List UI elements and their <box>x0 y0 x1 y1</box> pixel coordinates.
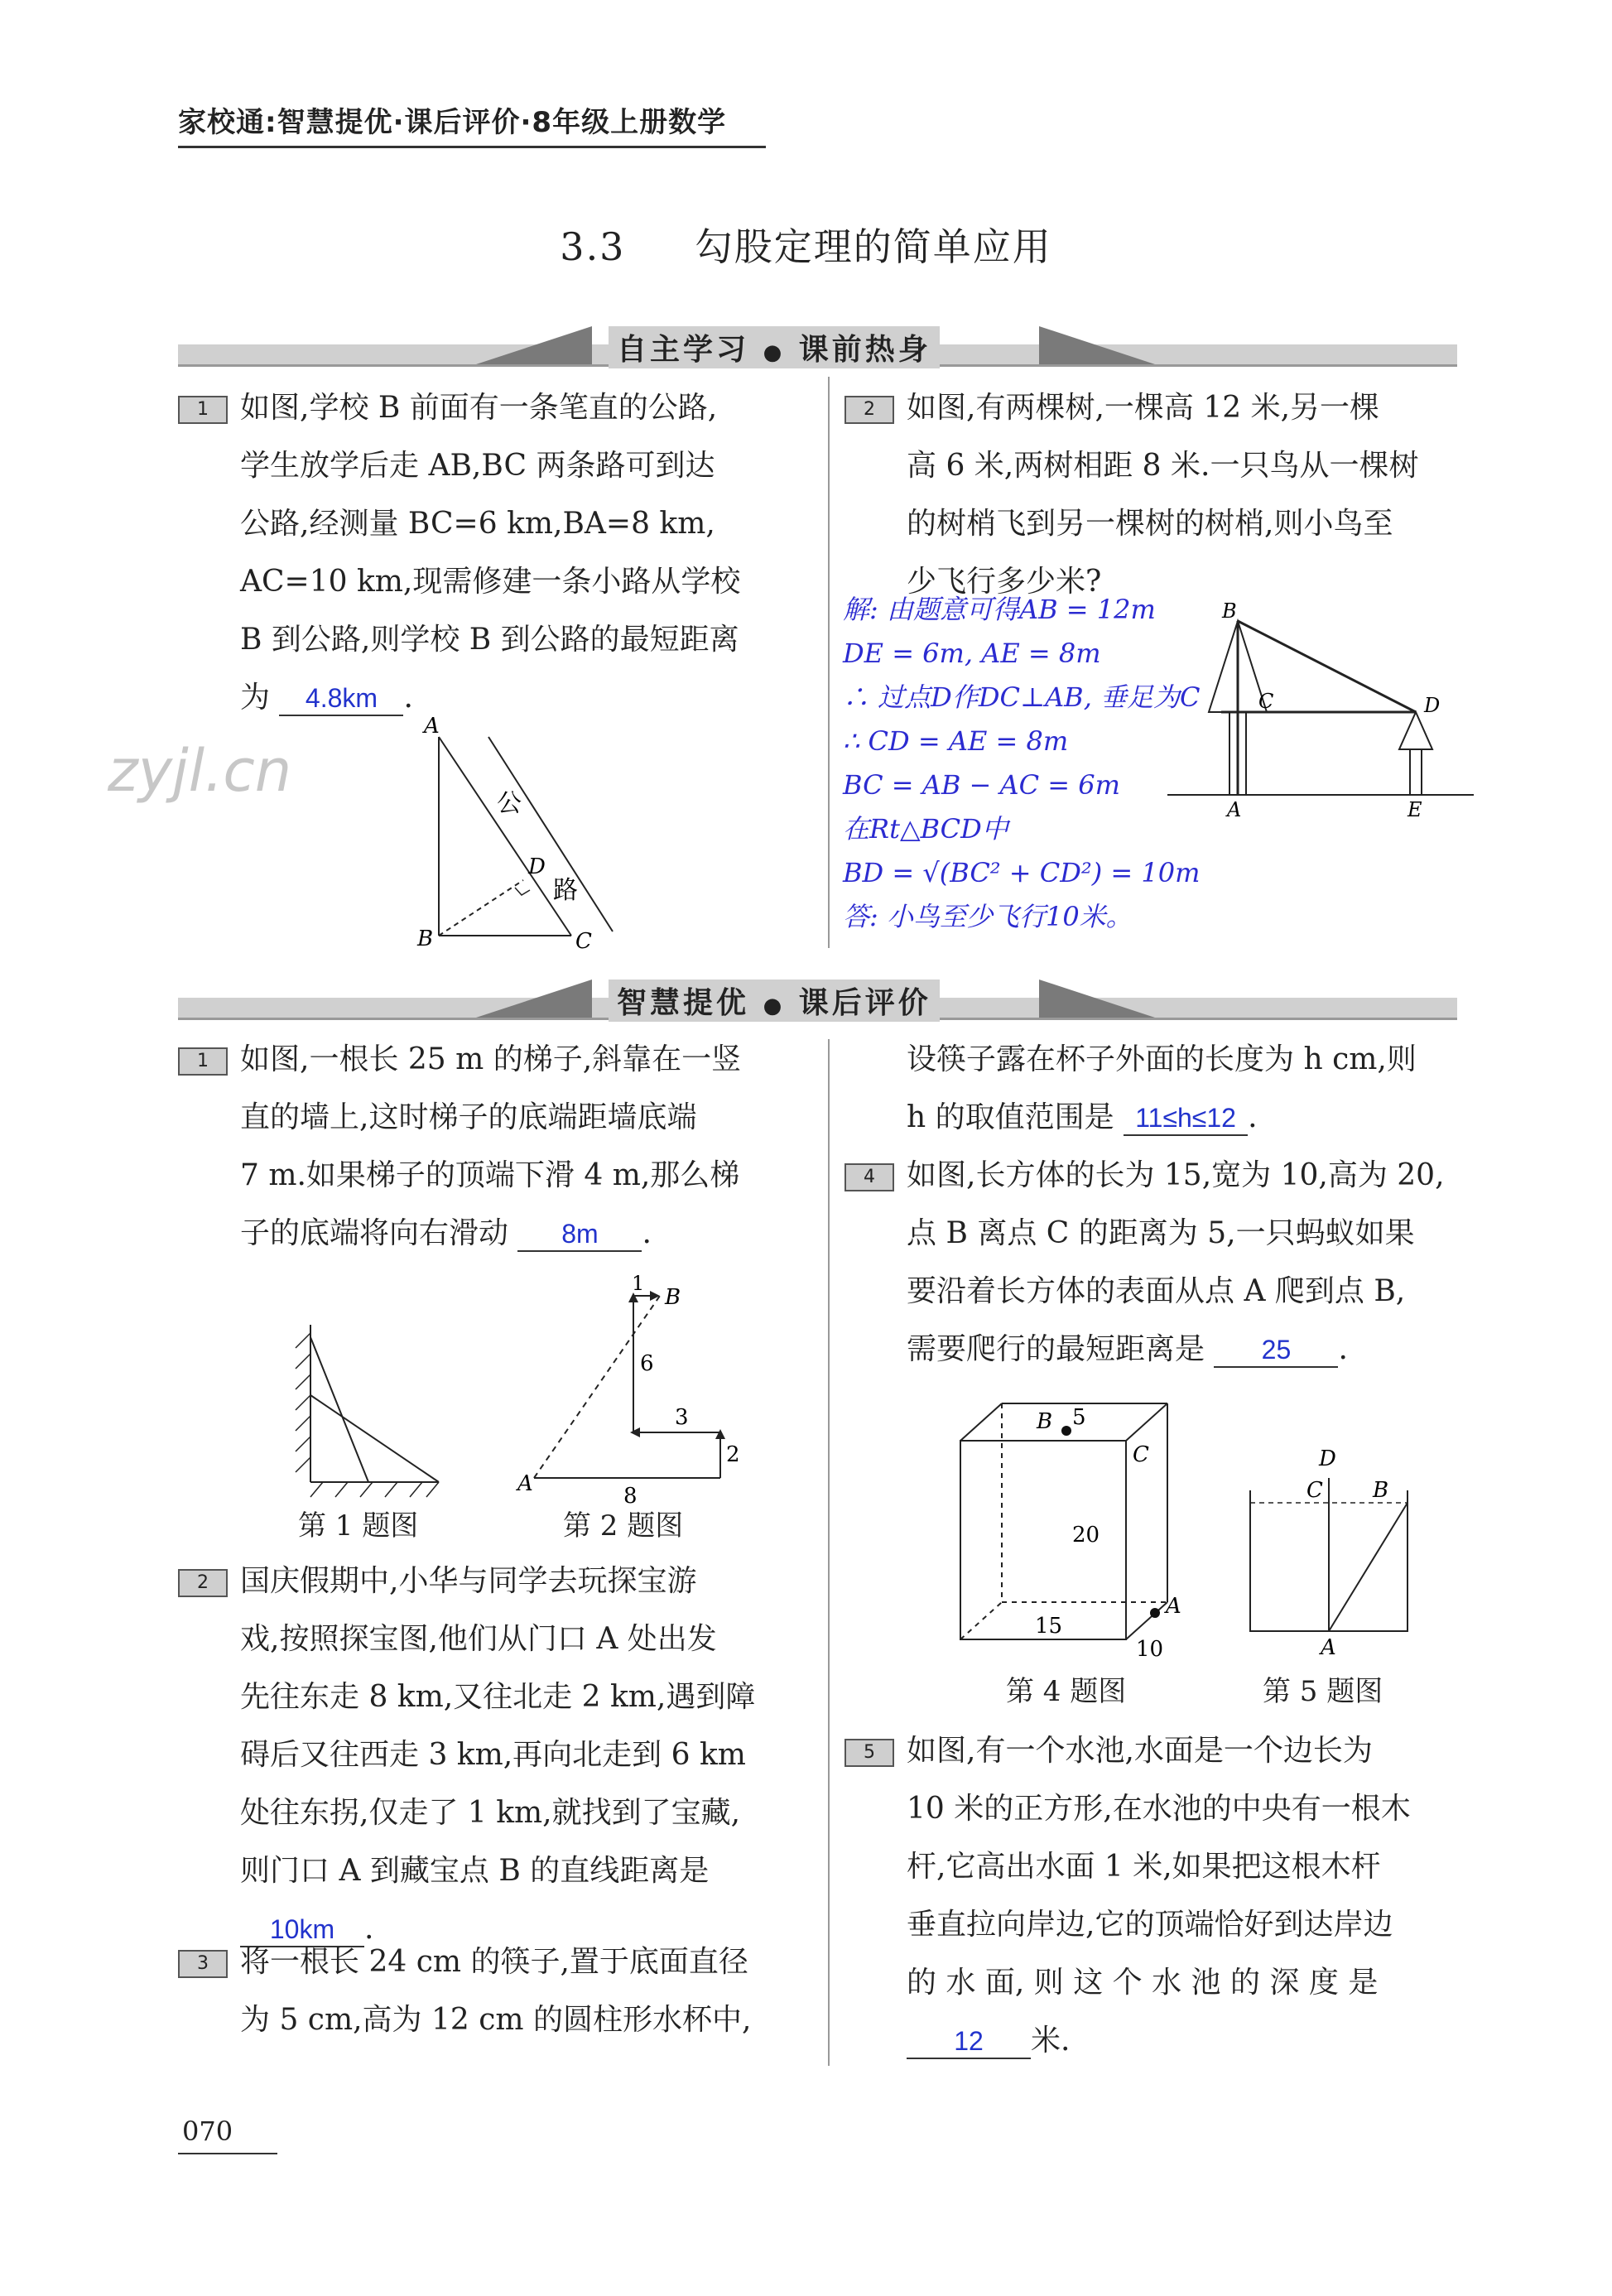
section-name: 勾股定理的简单应用 <box>694 224 1052 269</box>
band-label-left: 智慧提优 <box>617 986 750 1020</box>
solution-line: 解: 由题意可得AB = 12m <box>843 594 1156 625</box>
text-line: . <box>403 681 413 715</box>
label-15: 15 <box>1035 1614 1063 1639</box>
label-2: 2 <box>726 1442 740 1467</box>
page-number-rule <box>178 2153 277 2154</box>
answer: 11≤h≤12 <box>1135 1103 1236 1133</box>
text-line: 杆,它高出水面 1 米,如果把这根木杆 <box>907 1850 1381 1884</box>
figure-caption: 第 4 题图 <box>1006 1675 1127 1708</box>
bullet-icon: ● <box>763 340 786 365</box>
answer: 4.8km <box>305 683 378 713</box>
label-E: E <box>1407 798 1422 821</box>
text-line: AC=10 km,现需修建一条小路从学校 <box>240 565 741 599</box>
book-header: 家校通:智慧提优·课后评价·8年级上册数学 <box>178 106 727 139</box>
post-q2-text <box>240 1552 820 1958</box>
label-5: 5 <box>1072 1405 1086 1430</box>
pre-q2-figure <box>1167 596 1474 836</box>
band-triangle-right <box>1039 980 1155 1018</box>
label-6: 6 <box>640 1351 654 1376</box>
label-8: 8 <box>623 1484 638 1507</box>
text-line: 7 m.如果梯子的顶端下滑 4 m,那么梯 <box>240 1158 740 1192</box>
pre-q2-text <box>907 379 1478 611</box>
band-label <box>609 326 940 368</box>
pre-q1-text <box>240 379 820 727</box>
label-A: A <box>1166 1594 1181 1619</box>
band-label-left: 自主学习 <box>617 333 750 367</box>
label-A: A <box>424 714 440 739</box>
text-line: 如图,长方体的长为 15,宽为 10,高为 20, <box>907 1158 1445 1192</box>
answer-blank <box>1124 1101 1248 1136</box>
text-line: 要沿着长方体的表面从点 A 爬到点 B, <box>907 1274 1406 1308</box>
text-line: 如图,有两棵树,一棵高 12 米,另一棵 <box>907 391 1380 425</box>
text-line: 米. <box>1031 2024 1071 2058</box>
answer-line <box>240 1205 820 1263</box>
post-q3-text <box>240 1933 820 2049</box>
label-A: A <box>1227 798 1242 821</box>
label-10: 10 <box>1136 1637 1164 1662</box>
solution-line: ∴ 过点D作DC⊥AB, 垂足为C <box>843 681 1201 713</box>
answer: 10km <box>269 1914 335 1944</box>
header-rule <box>178 146 766 148</box>
text-line: 为 <box>240 681 271 715</box>
text-line: 如图,学校 B 前面有一条笔直的公路, <box>240 391 718 425</box>
band-triangle-right <box>1039 326 1155 364</box>
text-line: 设筷子露在杯子外面的长度为 h cm,则 <box>907 1042 1417 1076</box>
text-line: 先往东走 8 km,又往北走 2 km,遇到障 <box>240 1680 756 1714</box>
text-line: 的 水 面, 则 这 个 水 池 的 深 度 是 <box>907 1966 1379 2000</box>
post-q3-text-cont <box>907 1031 1478 1147</box>
solution-line: BD = √(BC² + CD²) = 10m <box>843 857 1201 888</box>
text-line: 点 B 离点 C 的距离为 5,一只蚂蚁如果 <box>907 1216 1415 1250</box>
text-line: 10 米的正方形,在水池的中央有一根木 <box>907 1792 1411 1826</box>
label-3: 3 <box>675 1405 689 1430</box>
text-line: 如图,一根长 25 m 的梯子,斜靠在一竖 <box>240 1042 742 1076</box>
text-line: 公路,经测量 BC=6 km,BA=8 km, <box>240 507 715 541</box>
label-C: C <box>1258 690 1274 713</box>
label-D: D <box>1319 1446 1336 1471</box>
text-line: . <box>1248 1100 1258 1134</box>
label-20: 20 <box>1072 1523 1100 1548</box>
text-line: . <box>1338 1332 1348 1366</box>
figure-caption: 第 5 题图 <box>1263 1675 1383 1708</box>
question-number: 2 <box>844 396 894 424</box>
label-A: A <box>517 1471 533 1496</box>
road-label-2: 路 <box>553 876 578 905</box>
solution-line: BC = AB − AC = 6m <box>843 769 1120 801</box>
question-number: 1 <box>178 1047 228 1076</box>
question-number: 3 <box>178 1950 228 1978</box>
band-label-right: 课前热身 <box>798 333 931 367</box>
text-line: 将一根长 24 cm 的筷子,置于底面直径 <box>240 1945 748 1979</box>
text-line: 为 5 cm,高为 12 cm 的圆柱形水杯中, <box>240 2003 752 2037</box>
band-triangle-left <box>476 326 592 364</box>
text-line: . <box>642 1216 652 1250</box>
column-divider <box>828 1039 830 2066</box>
text-line: 少飞行多少米? <box>907 565 1102 599</box>
bullet-icon: ● <box>763 994 786 1018</box>
pool-figure <box>1234 1441 1432 1664</box>
post-q4-text <box>907 1147 1486 1379</box>
cuboid-figure <box>944 1391 1209 1673</box>
band-triangle-left <box>476 980 592 1018</box>
text-line: 直的墙上,这时梯子的底端距墙底端 <box>240 1100 697 1134</box>
treasure-path-figure <box>509 1267 741 1507</box>
text-line: 的树梢飞到另一棵树的树梢,则小鸟至 <box>907 507 1393 541</box>
text-line: 碍后又往西走 3 km,再向北走到 6 km <box>240 1738 746 1772</box>
answer-line <box>907 1321 1486 1379</box>
ladder-figure <box>286 1316 451 1499</box>
text-line: 则门口 A 到藏宝点 B 的直线距离是 <box>240 1854 710 1888</box>
band-label-right: 课后评价 <box>798 986 931 1020</box>
solution-line: 在Rt△BCD中 <box>843 813 1008 845</box>
label-C: C <box>1306 1478 1323 1503</box>
label-B: B <box>1373 1478 1389 1503</box>
post-q5-text <box>907 1722 1486 2070</box>
label-D: D <box>1424 694 1441 717</box>
solution-line: 答: 小鸟至少飞行10米。 <box>843 901 1133 932</box>
text-line: 戏,按照探宝图,他们从门口 A 处出发 <box>240 1622 717 1656</box>
answer-blank <box>517 1217 642 1252</box>
label-C: C <box>575 929 592 954</box>
answer: 12 <box>954 2026 984 2056</box>
label-1: 1 <box>632 1272 645 1295</box>
section-title <box>0 217 1612 272</box>
column-divider <box>828 377 830 948</box>
band-label <box>609 980 940 1022</box>
text-line: 如图,有一个水池,水面是一个边长为 <box>907 1734 1373 1768</box>
label-C: C <box>1133 1442 1149 1467</box>
section-number: 3.3 <box>560 224 626 269</box>
pre-class-band <box>178 333 1457 367</box>
text-line: 高 6 米,两树相距 8 米.一只鸟从一棵树 <box>907 449 1419 483</box>
text-line: 需要爬行的最短距离是 <box>907 1332 1205 1366</box>
question-number: 1 <box>178 396 228 424</box>
road-label-1: 公 <box>497 789 522 818</box>
solution-line: DE = 6m, AE = 8m <box>843 638 1101 669</box>
answer-line <box>907 2012 1486 2070</box>
label-B: B <box>665 1285 681 1310</box>
text-line: 垂直拉向岸边,它的顶端恰好到达岸边 <box>907 1908 1393 1942</box>
answer-blank <box>279 681 403 716</box>
text-line: 处往东拐,仅走了 1 km,就找到了宝藏, <box>240 1796 741 1830</box>
label-D: D <box>528 854 546 879</box>
text-line: 国庆假期中,小华与同学去玩探宝游 <box>240 1564 697 1598</box>
question-number: 4 <box>844 1163 894 1191</box>
text-line: 学生放学后走 AB,BC 两条路可到达 <box>240 449 715 483</box>
post-q1-text <box>240 1031 820 1263</box>
answer: 8m <box>561 1219 599 1249</box>
answer-blank <box>907 2024 1031 2059</box>
watermark: zyjl.cn <box>108 737 292 805</box>
label-B: B <box>1037 1409 1053 1434</box>
text-line: B 到公路,则学校 B 到公路的最短距离 <box>240 623 739 657</box>
text-line: h 的取值范围是 <box>907 1100 1114 1134</box>
answer-line <box>907 1089 1478 1147</box>
answer-blank <box>1214 1333 1338 1368</box>
figure-caption: 第 2 题图 <box>563 1509 684 1543</box>
question-number: 2 <box>178 1569 228 1597</box>
question-number: 5 <box>844 1739 894 1767</box>
figure-caption: 第 1 题图 <box>298 1509 419 1543</box>
pre-q1-figure <box>406 712 638 960</box>
label-B: B <box>417 927 434 951</box>
text-line: . <box>364 1912 374 1946</box>
answer: 25 <box>1261 1335 1292 1365</box>
solution-line: ∴ CD = AE = 8m <box>843 725 1069 757</box>
page-number: 070 <box>182 2115 233 2147</box>
label-B: B <box>1222 599 1237 623</box>
label-A: A <box>1321 1635 1336 1660</box>
after-class-band <box>178 986 1457 1020</box>
text-line: 子的底端将向右滑动 <box>240 1216 509 1250</box>
